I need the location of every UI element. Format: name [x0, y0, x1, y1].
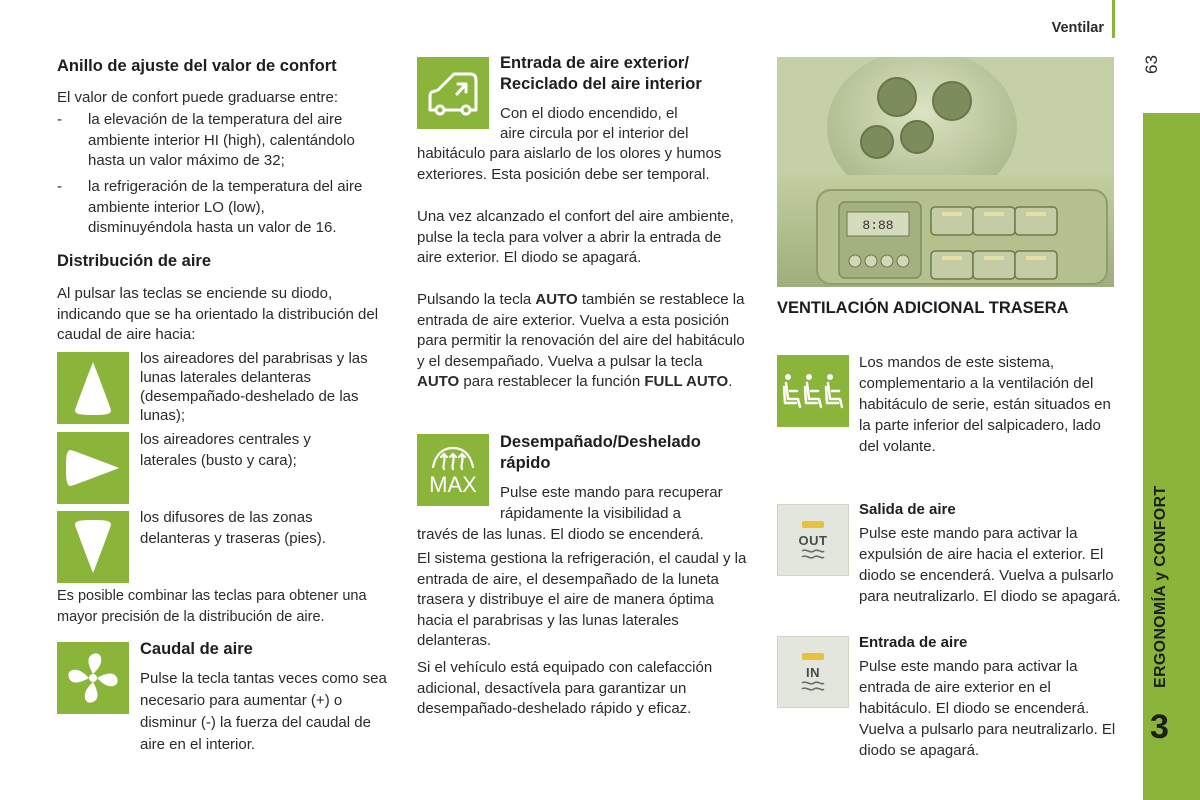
arrow-up-icon — [57, 352, 129, 424]
comfort-bullet-2: la refrigeración de la temperatura del aire ambiente interior LO (low), disminuyéndola hasta un valor de 16. — [88, 178, 363, 236]
page-number: 63 — [1142, 55, 1161, 74]
in-label: IN — [806, 664, 820, 680]
rear-ventilation-heading: VENTILACIÓN ADICIONAL TRASERA — [777, 299, 1069, 317]
comfort-heading: Anillo de ajuste del valor de confort — [57, 57, 337, 75]
comfort-bullet-1: la elevación de la temperatura del aire ambiente interior HI (high), calentándolo hasta un valor máximo de 32; — [88, 111, 355, 169]
recirc-heading-1: Entrada de aire exterior/ — [500, 54, 689, 72]
fan-icon — [57, 642, 129, 714]
recirc-p1-rest: habitáculo para aislarlo de los olores y humos exteriores. Esta posición debe ser temporal. — [417, 145, 722, 183]
distribution-item-3: los difusores de las zonas delanteras y traseras (pies). — [140, 509, 326, 547]
recirculation-icon — [417, 57, 489, 129]
recirc-p1-line1: Con el diodo encendido, el — [500, 105, 678, 122]
air-out-heading: Salida de aire — [859, 501, 956, 518]
air-in-button-image — [777, 636, 849, 708]
max-label: MAX — [429, 471, 477, 497]
section-title: Ventilar — [1051, 20, 1104, 36]
recirc-heading-2: Reciclado del aire interior — [500, 75, 702, 93]
out-label: OUT — [798, 532, 828, 548]
chapter-number: 3 — [1150, 708, 1169, 746]
distribution-item-1: los aireadores del parabrisas y las lunas laterales delanteras (desempañado-deshelado de las lunas); — [140, 350, 368, 424]
chapter-title — [1151, 648, 1200, 688]
auto-key-label: AUTO — [417, 373, 460, 390]
recirc-p2: Una vez alcanzado el confort del aire ambiente, pulse la tecla para volver a abrir la entrada de aire exterior. El diodo se apagará. — [417, 208, 734, 266]
distribution-heading: Distribución de aire — [57, 252, 212, 270]
demist-p1-line2: rápidamente la visibilidad a — [500, 505, 681, 522]
demist-p2: El sistema gestiona la refrigeración, el caudal y la entrada de aire, el desempañado de la luneta trasera y distribuye el aire de manera óptima hacia el parabrisas y las lunas laterales delanteras. — [417, 550, 747, 649]
max-defrost-icon — [417, 434, 489, 506]
airflow-text: Pulse la tecla tantas veces como sea necesario para aumentar (+) o disminur (-) la fuerza del caudal de aire en el interior. — [140, 670, 387, 753]
air-in-text: Pulse este mando para activar la entrada de aire exterior en el habitáculo. El diodo se encenderá. Vuelva a pulsarlo para neutralizarlo. El diodo se apagará. — [859, 658, 1116, 759]
display-readout: 8:88 — [862, 218, 894, 233]
airflow-heading: Caudal de aire — [140, 640, 253, 658]
led-indicator — [802, 521, 824, 528]
bullet-dash: - — [57, 178, 62, 195]
demist-p1-rest: través de las lunas. El diodo se encenderá. — [417, 526, 704, 543]
full-auto-label: FULL AUTO — [644, 373, 729, 390]
arrow-down-icon — [57, 511, 129, 583]
air-out-text: Pulse este mando para activar la expulsión de aire hacia el exterior. El diodo se encenderá. Vuelva a pulsarlo para neutralizarlo. El diodo se apagará. — [859, 525, 1121, 605]
recirc-p3: Pulsando la tecla AUTO también se restablece la entrada de aire exterior. Vuelva a esta posición para permitir la renovación del aire del habitáculo y el desempañado. Vuelva a pulsar la tecla AUTO para restablecer la función FULL AUTO. — [417, 291, 745, 390]
demist-heading-1: Desempañado/Deshelado — [500, 433, 701, 451]
demist-heading-2: rápido — [500, 454, 551, 472]
air-in-heading: Entrada de aire — [859, 634, 968, 651]
header-divider — [1112, 0, 1115, 38]
demist-p1-line1: Pulse este mando para recuperar — [500, 484, 723, 501]
arrow-right-icon — [57, 432, 129, 504]
distribution-note: Es posible combinar las teclas para obtener una mayor precisión de la distribución de aire. — [57, 588, 367, 625]
rear-seats-icon — [777, 355, 849, 427]
comfort-intro: El valor de confort puede graduarse entre: — [57, 89, 339, 106]
recirc-p1-line2: aire circula por el interior del — [500, 125, 689, 142]
auto-key-label: AUTO — [535, 291, 578, 308]
ceiling-vents-photo — [777, 57, 1114, 287]
led-indicator — [802, 653, 824, 660]
chapter-tab — [1143, 113, 1200, 800]
demist-p3: Si el vehículo está equipado con calefacción adicional, desactívela para garantizar un desempañado-deshelado rápido y eficaz. — [417, 659, 713, 717]
bullet-dash: - — [57, 111, 62, 128]
distribution-intro: Al pulsar las teclas se enciende su diodo, indicando que se ha orientado la distribución del caudal de aire hacia: — [57, 285, 379, 343]
distribution-item-2: los aireadores centrales y laterales (busto y cara); — [140, 431, 311, 469]
air-out-button-image — [777, 504, 849, 576]
rear-ventilation-text: Los mandos de este sistema, complementario a la ventilación del habitáculo de serie, están situados en la parte inferior del salpicadero, lado del volante. — [859, 354, 1111, 455]
